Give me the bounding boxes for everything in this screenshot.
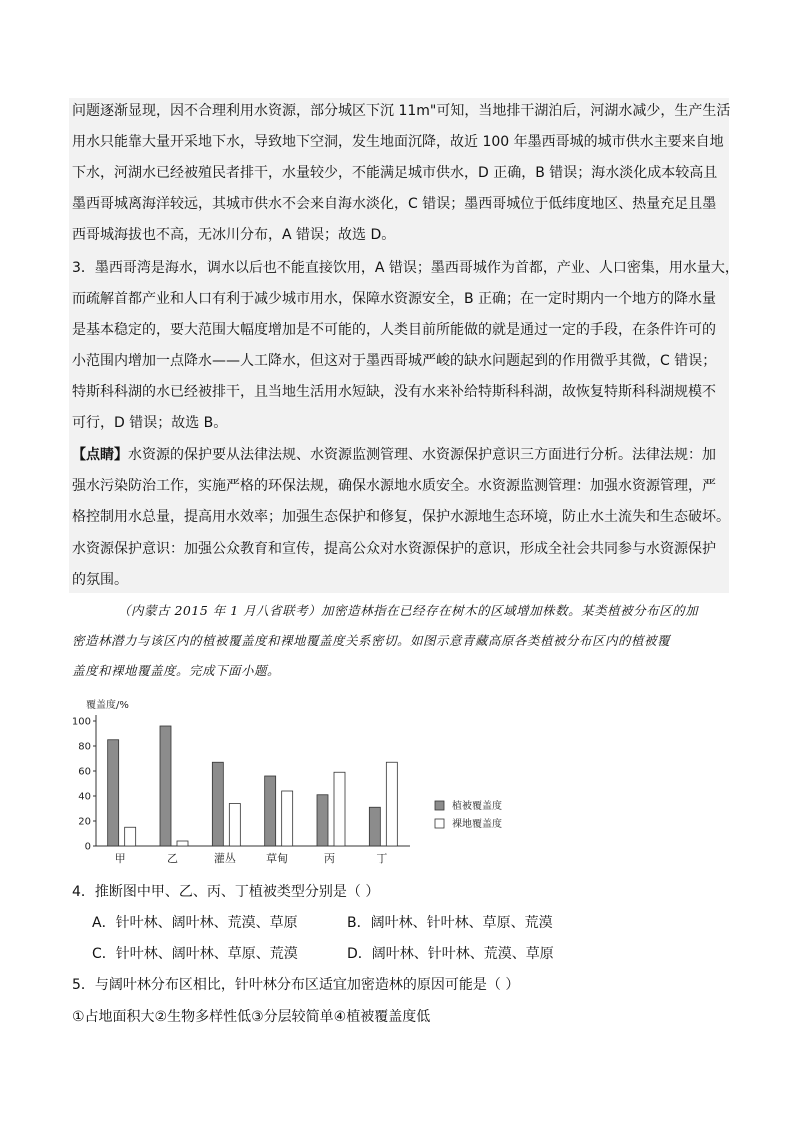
bar-vegetation-coverage <box>317 795 328 846</box>
analysis-line: 用水只能靠大量开采地下水，导致地下空洞，发生地面沉降，故近 100 年墨西哥城的城市供水主要来自地 <box>72 134 724 150</box>
legend-swatch <box>435 819 444 828</box>
y-tick-label: 100 <box>71 716 91 728</box>
q4-stem: 4．推断图中甲、乙、丙、丁植被类型分别是（ ） <box>72 884 380 900</box>
tip-line: 的氛围。 <box>72 572 128 588</box>
q5-stem: 5．与阔叶林分布区相比，针叶林分布区适宜加密造林的原因可能是（ ） <box>72 977 520 993</box>
bar-bare-land-coverage <box>386 762 397 846</box>
analysis-line: 3．墨西哥湾是海水，调水以后也不能直接饮用，A 错误；墨西哥城作为首都，产业、人口密集，用水量大， <box>72 260 739 276</box>
tip-line: 水资源的保护要从法律法规、水资源监测管理、水资源保护意识三方面进行分析。法律法规：加 <box>128 447 716 463</box>
x-tick-label: 丙 <box>324 852 335 865</box>
bar-vegetation-coverage <box>265 776 276 846</box>
q4-option-c[interactable]: C．针叶林、阔叶林、草原、荒漠 <box>92 946 298 962</box>
intro-line: （内蒙古 2015 年 1 月八省联考）加密造林指在已经存在树木的区域增加株数。某类植被分布区的加 <box>118 603 699 618</box>
intro-line: 盖度和裸地覆盖度。完成下面小题。 <box>72 663 281 678</box>
analysis-line: 墨西哥城离海洋较远，其城市供水不会来自海水淡化，C 错误；墨西哥城位于低纬度地区、热量充足且墨 <box>72 196 717 212</box>
bar-vegetation-coverage <box>369 807 380 846</box>
tip-line: 格控制用水总量，提高用水效率；加强生态保护和修复，保护水源地生态环境，防止水土流失和生态破坏。 <box>72 509 730 525</box>
analysis-line: 西哥城海拔也不高，无冰川分布，A 错误；故选 D。 <box>72 227 396 243</box>
legend-label: 植被覆盖度 <box>452 801 502 812</box>
tip-first-line <box>72 445 716 465</box>
y-tick-label: 20 <box>78 816 91 828</box>
x-tick-label: 草甸 <box>266 852 289 865</box>
x-tick-label: 甲 <box>114 852 126 865</box>
bar-vegetation-coverage <box>160 726 171 846</box>
x-tick-label: 乙 <box>167 852 178 865</box>
q4-option-a[interactable]: A．针叶林、阔叶林、荒漠、草原 <box>92 915 298 931</box>
bar-vegetation-coverage <box>108 740 119 846</box>
analysis-line: 下水，河湖水已经被殖民者排干，水量较少，不能满足城市供水，D 正确，B 错误；海水淡化成本较高且 <box>72 165 718 181</box>
q4-option-b[interactable]: B．阔叶林、针叶林、草原、荒漠 <box>347 915 553 931</box>
legend-swatch <box>435 801 444 810</box>
y-tick-label: 60 <box>78 766 91 778</box>
bar-vegetation-coverage <box>212 762 223 846</box>
y-tick-label: 40 <box>78 791 91 803</box>
analysis-line: 可行，D 错误；故选 B。 <box>72 415 228 431</box>
legend-label: 裸地覆盖度 <box>452 819 502 830</box>
q5-choices: ①占地面积大②生物多样性低③分层较简单④植被覆盖度低 <box>72 1009 431 1025</box>
analysis-line: 而疏解首都产业和人口有利于减少城市用水，保障水资源安全，B 正确；在一定时期内一个地方的降水量 <box>72 291 717 307</box>
bar-bare-land-coverage <box>334 772 345 846</box>
analysis-line: 特斯科科湖的水已经被排干，且当地生活用水短缺，没有水来补给特斯科科湖，故恢复特斯科科湖规模不 <box>72 384 716 400</box>
y-tick-label: 0 <box>84 841 91 853</box>
intro-line: 密造林潜力与该区内的植被覆盖度和裸地覆盖度关系密切。如图示意青藏高原各类植被分布区内的植被覆 <box>72 633 671 648</box>
tip-line: 水资源保护意识：加强公众教育和宣传，提高公众对水资源保护的意识，形成全社会共同参与水资源保护 <box>72 541 716 557</box>
tip-label: 【点睛】 <box>72 447 128 463</box>
y-axis-label: 覆盖度/% <box>86 700 129 711</box>
bar-bare-land-coverage <box>282 791 293 846</box>
q4-option-d[interactable]: D．阔叶林、针叶林、荒漠、草原 <box>347 946 554 962</box>
analysis-line: 是基本稳定的，要大范围大幅度增加是不可能的，人类目前所能做的就是通过一定的手段，在条件许可的 <box>72 322 716 338</box>
bar-bare-land-coverage <box>229 804 240 847</box>
tip-line: 强水污染防治工作，实施严格的环保法规，确保水源地水质安全。水资源监测管理：加强水资源管理，严 <box>72 478 716 494</box>
bar-bare-land-coverage <box>177 841 188 846</box>
x-tick-label: 丁 <box>376 852 388 865</box>
x-tick-label: 灌丛 <box>213 852 236 865</box>
coverage-bar-chart <box>68 697 528 872</box>
analysis-line: 小范围内增加一点降水——人工降水，但这对于墨西哥城严峻的缺水问题起到的作用微乎其微，C 错误； <box>72 353 717 369</box>
y-tick-label: 80 <box>78 741 91 753</box>
analysis-line: 问题逐渐显现，因不合理利用水资源，部分城区下沉 11m"可知，当地排干湖泊后，河湖水减少，生产生活 <box>72 103 731 119</box>
bar-bare-land-coverage <box>125 827 136 846</box>
